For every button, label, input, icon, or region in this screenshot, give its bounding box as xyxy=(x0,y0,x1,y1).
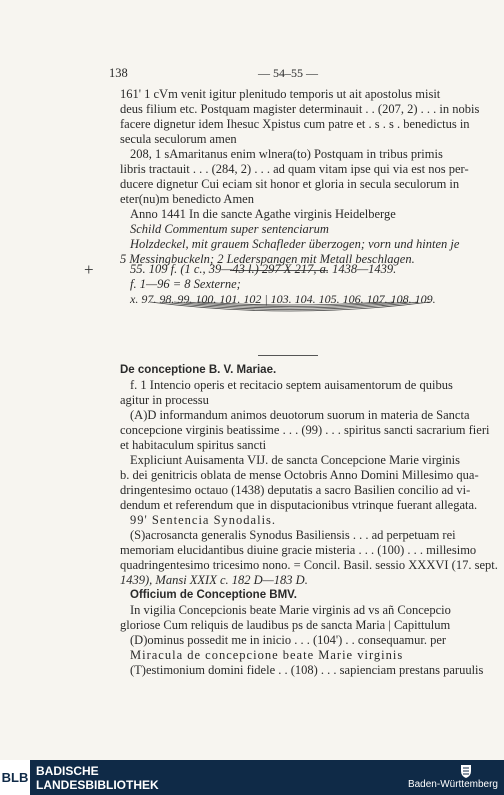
text-line: eter(nu)m benedicto Amen xyxy=(120,192,254,206)
text-line: 161' 1 cVm venit igitur plenitudo temporis ut ait apostolus misit xyxy=(120,87,441,101)
library-footer xyxy=(0,760,504,795)
section-title: De conceptione B. V. Mariae. xyxy=(120,364,277,376)
entry-heading: 55. 109 f. (1 c., 39—43 l.) 297 X 217, a. 1438—1439. xyxy=(130,262,397,276)
text-line: (S)acrosancta generalis Synodus Basiliensis . . . ad perpetuam rei xyxy=(130,528,456,542)
text-line: ducere dignetur Cui eciam sit honor et gloria in secula seculorum in xyxy=(120,177,460,191)
text-line: dringentesimo octauo (1438) deputatis a sacro Basilien concilio ad vi- xyxy=(120,483,471,497)
text-line: memoriam elucidantibus diuine gracie misteria . . . (100) . . . millesimo xyxy=(120,543,477,557)
blb-logo[interactable]: BLB xyxy=(0,760,30,795)
text-line: Holzdeckel, mit grauem Schafleder überzogen; vorn und hinten je xyxy=(130,237,460,251)
text-line: secula seculorum amen xyxy=(120,132,237,146)
section-title: Officium de Conceptione BMV. xyxy=(130,589,297,601)
institution-line: LANDESBIBLIOTHEK xyxy=(36,778,159,792)
text-line: (D)ominus possedit me in inicio . . . (104') . . consequamur. per xyxy=(130,633,447,647)
institution-name xyxy=(36,764,159,792)
text-line: libris tractauit . . . (284, 2) . . . ad quam vitam ipse qui via est nos per- xyxy=(120,162,469,176)
text-line: Schild Commentum super sentenciarum xyxy=(130,222,329,236)
text-line: (T)estimonium domini fidele . . (108) . . . sapienciam prestans paruulis xyxy=(130,663,484,677)
text-line: Miracula de concepcione beate Marie virginis xyxy=(130,648,404,662)
running-header: — 54–55 — xyxy=(258,66,318,80)
institution-line: BADISCHE xyxy=(36,764,99,778)
partner-label: Baden-Württemberg xyxy=(407,779,498,790)
text-line: 99' Sentencia Synodalis. xyxy=(130,513,277,527)
text-line: gloriose Cum reliquis de laudibus ps de sancta Maria | Capittulum xyxy=(120,618,451,632)
text-line: concepcione virginis beatissime . . . (99) . . . spiritus sancti sacrarium fieri xyxy=(120,423,490,437)
text-line: agitur in processu xyxy=(120,393,209,407)
text-line: Expliciunt Auisamenta VIJ. de sancta Concepcione Marie virginis xyxy=(130,453,461,467)
collation-line: x. 97. 98. 99. 100. 101. 102 | 103. 104. 105. 106. 107. 108. 109. xyxy=(130,292,436,306)
text-line: quadringentesimo tricesimo nono. = Concil. Basil. sessio XXXVI (17. sept. xyxy=(120,558,498,572)
text-line: 5 Messingbuckeln; 2 Lederspangen mit Metall beschlagen. xyxy=(120,252,415,266)
text-line: In vigilia Concepcionis beate Marie virginis ad vs añ Concepcio xyxy=(130,603,451,617)
text-line: deus filium etc. Postquam magister determinauit . . (207, 2) . . . in nobis xyxy=(120,102,480,116)
section-rule xyxy=(258,355,318,356)
text-line: b. dei genitricis oblata de mense Octobris Anno Domini Millesimo qua- xyxy=(120,468,479,482)
text-line: (A)D informandum animos deuotorum suorum in materia de Sancta xyxy=(130,408,470,422)
text-line: facere dignetur idem Ihesuc Xpistus cum patre et . s . s . benedictus in xyxy=(120,117,470,131)
coat-of-arms-icon xyxy=(458,763,474,779)
collation-line: f. 1—96 = 8 Sexterne; xyxy=(130,277,241,291)
text-line: 208, 1 sAmaritanus enim wlnera(to) Postquam in tribus primis xyxy=(130,147,443,161)
text-line: dendum et referendum que in disputacionibus vtrinque fuerant allegata. xyxy=(120,498,478,512)
text-line: Anno 1441 In die sancte Agathe virginis Heidelberge xyxy=(130,207,396,221)
page-number: 138 xyxy=(109,66,128,80)
text-line: et habitaculum spiritus sancti xyxy=(120,438,267,452)
text-line: 1439), Mansi XXIX c. 182 D—183 D. xyxy=(120,573,308,587)
quire-brackets xyxy=(150,300,440,322)
text-line: f. 1 Intencio operis et recitacio septem auisamentorum de quibus xyxy=(130,378,453,392)
margin-mark: + xyxy=(84,260,94,279)
